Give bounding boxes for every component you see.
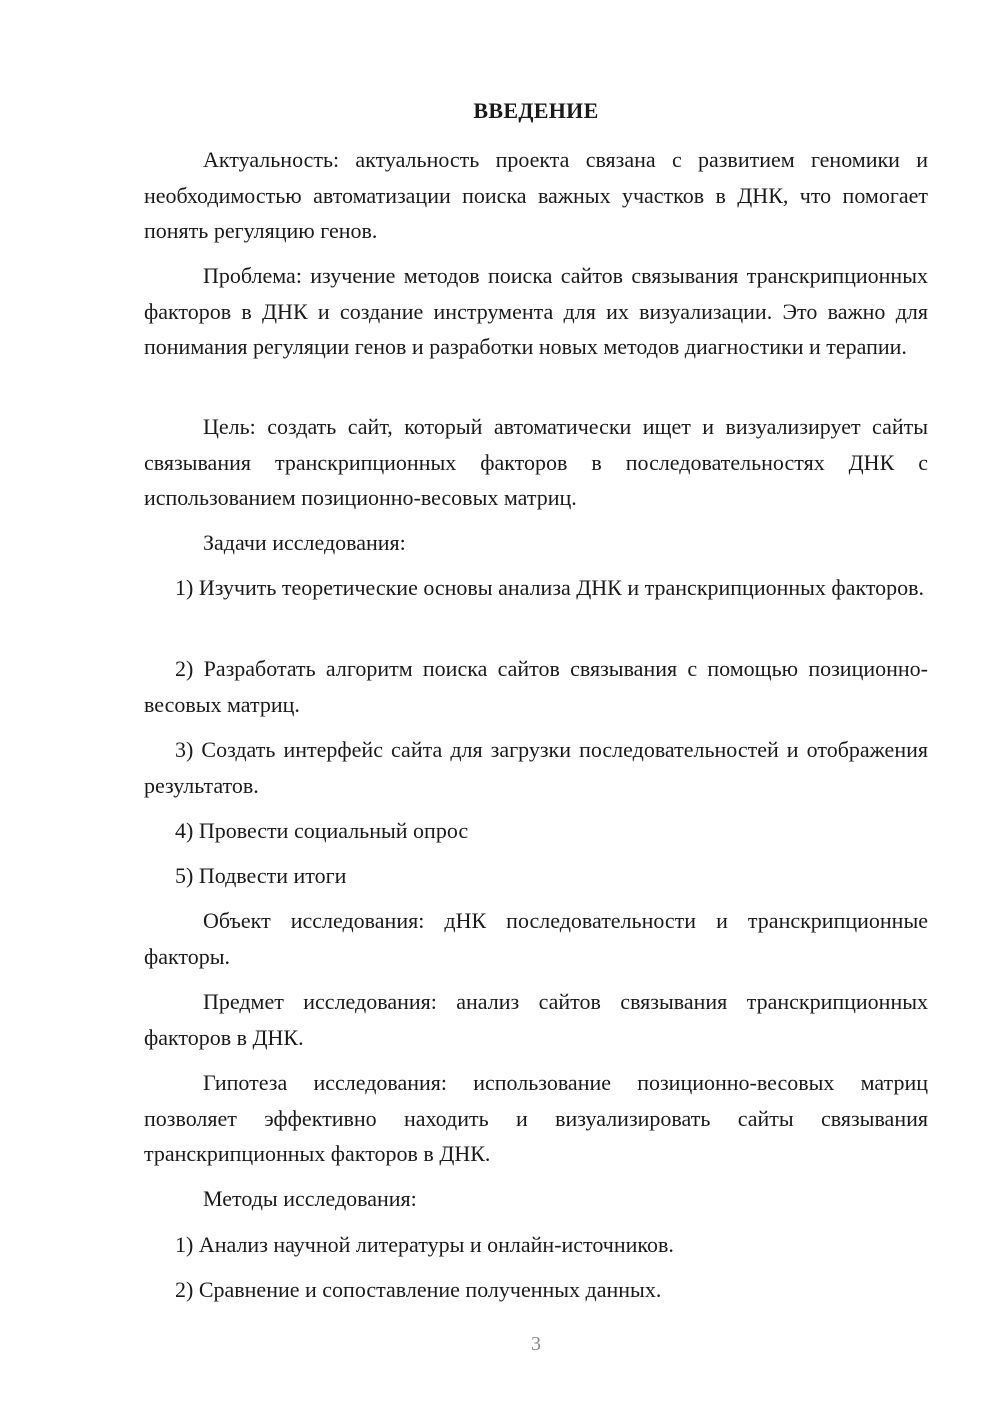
task-item-2: 2) Разработать алгоритм поиска сайтов связывания с помощью позиционно-весовых матриц. xyxy=(144,656,928,717)
section-heading: ВВЕДЕНИЕ xyxy=(473,98,599,123)
object-paragraph: Объект исследования: дНК последовательности и транскрипционные факторы. xyxy=(144,908,928,969)
method-item-2: 2) Сравнение и сопоставление полученных данных. xyxy=(175,1277,662,1302)
task-item-1: 1) Изучить теоретические основы анализа ДНК и транскрипционных факторов. xyxy=(175,575,925,600)
methods-title: Методы исследования: xyxy=(203,1186,417,1211)
task-item-5: 5) Подвести итоги xyxy=(175,863,347,888)
method-item-1: 1) Анализ научной литературы и онлайн-источников. xyxy=(175,1232,674,1257)
task-item-4: 4) Провести социальный опрос xyxy=(175,818,469,843)
relevance-paragraph: Актуальность: актуальность проекта связана с развитием геномики и необходимостью автоматизации поиска важных участков в ДНК, что помогает понять регуляцию генов. xyxy=(144,147,928,243)
tasks-title: Задачи исследования: xyxy=(203,530,406,555)
goal-paragraph: Цель: создать сайт, который автоматически ищет и визуализирует сайты связывания транскрипционных факторов в последовательностях ДНК с использованием позиционно-весовых матриц. xyxy=(144,414,928,510)
subject-paragraph: Предмет исследования: анализ сайтов связывания транскрипционных факторов в ДНК. xyxy=(144,989,928,1050)
task-item-3: 3) Создать интерфейс сайта для загрузки последовательностей и отображения результатов. xyxy=(144,737,928,798)
hypothesis-paragraph: Гипотеза исследования: использование позиционно-весовых матриц позволяет эффективно находить и визуализировать сайты связывания транскрипционных факторов в ДНК. xyxy=(144,1070,928,1166)
page-number: 3 xyxy=(531,1333,541,1355)
problem-paragraph: Проблема: изучение методов поиска сайтов связывания транскрипционных факторов в ДНК и создание инструмента для их визуализации. Это важно для понимания регуляции генов и разработки новых методов диагностики и терапии. xyxy=(144,263,928,359)
